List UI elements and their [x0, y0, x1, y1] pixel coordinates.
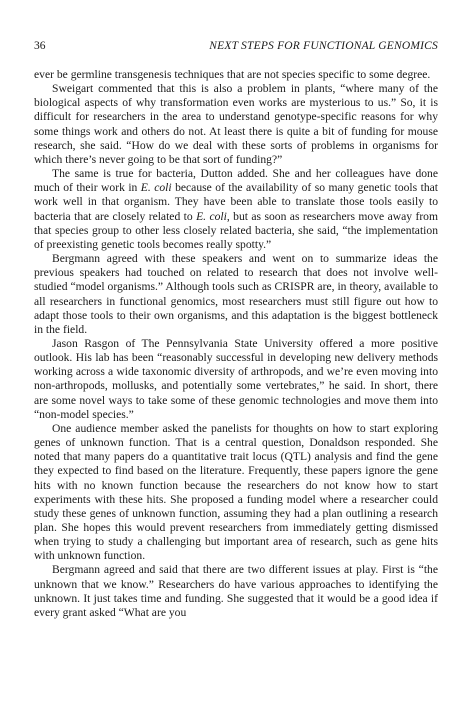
- running-header: [34, 40, 438, 52]
- body-paragraph: [34, 167, 438, 252]
- paragraph-text: Bergmann agreed with these speakers and went on to summarize ideas the previous speakers had touched on related to research that does not involve well-studied “model organisms.” Although tools such as CRISPR are, in theory, available to all researchers in functional genomics, most researchers must still figure out how to adapt those tools to their own organisms, and this adaptation is the biggest bottleneck in the field.: [34, 252, 438, 336]
- italic-species-name: E. coli: [140, 181, 172, 195]
- body-paragraph: [34, 252, 438, 337]
- document-page: [34, 40, 438, 620]
- paragraph-text: Sweigart commented that this is also a problem in plants, “where many of the biological aspects of why transformation even works are mysterious to us.” So, it is difficult for researchers in the area to understand genotype-specific reasons for why some things work and others do not. At least there is quite a bit of funding for mouse research, she said. “How do we deal with these sorts of problems in organisms for which there’s never going to be that sort of funding?”: [34, 82, 438, 166]
- paragraph-text: One audience member asked the panelists for thoughts on how to start exploring genes of unknown function. That is a central question, Donaldson responded. She noted that many papers do a quantitative trait locus (QTL) analysis and find the gene they expected to find based on the literature. Frequently, these papers ignore the gene hits with no known function because the researchers do not know how to start experiments with these hits. She proposed a funding model where a researcher could study these genes of unknown function, assuming they had a plan outlining a research plan. She hopes this would prevent researchers from immediately getting dismissed when trying to study a challenging but important area of research, such as gene hits with unknown function.: [34, 421, 438, 563]
- body-paragraph: [34, 337, 438, 422]
- body-paragraph: [34, 68, 438, 82]
- body-paragraph: [34, 563, 438, 620]
- body-text: [34, 68, 438, 620]
- paragraph-text: ever be germline transgenesis techniques that are not species specific to some degree.: [34, 68, 431, 81]
- paragraph-text: because of the availability of so many genetic tools that work well in that organism. They have been able to translate those tools easily to bacteria that are closely related to: [34, 181, 439, 223]
- page-number: 36: [34, 40, 46, 52]
- paragraph-text: Jason Rasgon of The Pennsylvania State University offered a more positive outlook. His lab has been “reasonably successful in developing new delivery methods working across a wide taxonomic diversity of arthropods, and we’re even moving into non-arthropods, mollusks, and potentially some vertebrates,” he said. In short, there are some novel ways to take some of these genomic technologies and move them into “non-model species.”: [34, 336, 438, 421]
- paragraph-text: The same is true for bacteria, Dutton added. She and her colleagues have done much of their work in: [34, 167, 438, 195]
- italic-species-name: E. coli: [196, 209, 227, 223]
- paragraph-text: , but as soon as researchers move away from that species group to other less closely related bacteria, she said, “the implementation of preexisting genetic tools becomes really spotty.”: [34, 209, 438, 251]
- running-title: NEXT STEPS FOR FUNCTIONAL GENOMICS: [209, 40, 438, 52]
- body-paragraph: [34, 82, 438, 167]
- body-paragraph: [34, 422, 438, 564]
- paragraph-text: Bergmann agreed and said that there are two different issues at play. First is “the unknown that we know.” Researchers do have various approaches to identifying the unknown. It just takes time and funding. She suggested that it would be a good idea if every grant asked “What are you: [34, 563, 438, 619]
